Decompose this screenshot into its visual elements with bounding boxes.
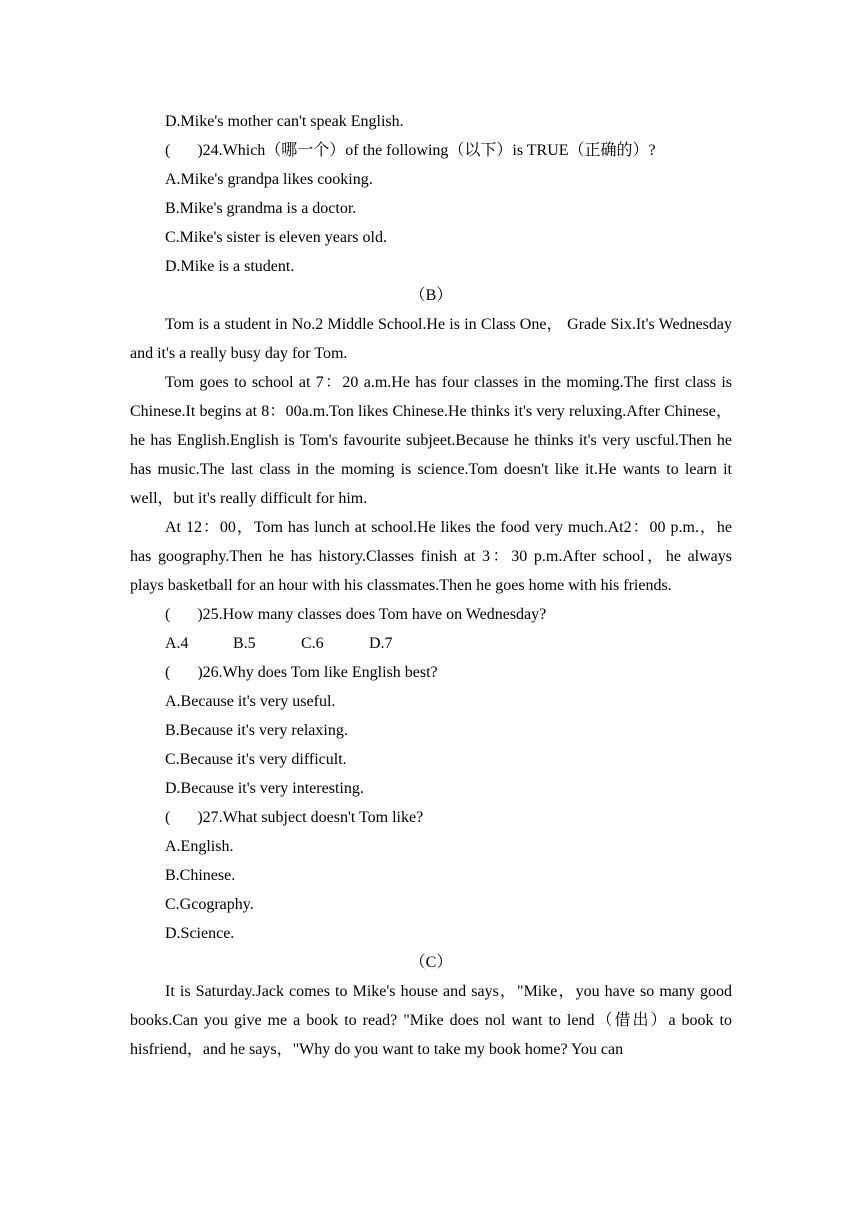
q25-option-b: B.5 [233,635,256,652]
q26-option-d: D.Because it's very interesting. [165,780,364,797]
q24-option-a: A.Mike's grandpa likes cooking. [165,171,373,188]
q27-option-a: A.English. [165,838,234,855]
q25-question: )25.How many classes does Tom have on Wednesday? [197,606,547,623]
q25-option-c: C.6 [301,635,324,652]
q27-paren: ( [165,809,171,826]
q23-option-d: D.Mike's mother can't speak English. [165,113,404,130]
q25-option-a: A.4 [165,635,189,652]
q24-option-c: C.Mike's sister is eleven years old. [165,229,387,246]
q25-stem [130,600,732,629]
q26-option-a: A.Because it's very useful. [165,693,336,710]
section-b-paragraph-2: Tom goes to school at 7：20 a.m.He has four classes in the moming.The first class is Chinese.It begins at 8：00a.m.Ton likes Chinese.He thinks it's very reluxing.After Chinese，he has English.English is Tom's favourite subjeet.Because he thinks it's very uscful.Then he has music.The last class in the moming is science.Tom doesn't like it.He wants to learn it well，but it's really difficult for him. [130,374,732,507]
section-b-paragraph-1: Tom is a student in No.2 Middle School.He is in Class One， Grade Six.It's Wednesday and it's a really busy day for Tom. [130,316,732,362]
q26-question: )26.Why does Tom like English best? [197,664,438,681]
q25-option-d: D.7 [369,635,393,652]
document-page [130,107,732,1064]
q27-option-c: C.Gcography. [165,896,254,913]
section-c-heading: （C） [409,954,453,971]
q27-option-d: D.Science. [165,925,235,942]
section-b-paragraph-3: At 12：00，Tom has lunch at school.He likes the food very much.At2：00 p.m.，he has goography.Then he has history.Classes finish at 3：30 p.m.After school，he always plays basketball for an hour with his classmates.Then he goes home with his friends. [130,519,732,594]
q25-options [130,629,732,658]
q27-stem [130,803,732,832]
q26-option-b: B.Because it's very relaxing. [165,722,348,739]
q24-option-d: D.Mike is a student. [165,258,295,275]
q24-paren: ( [165,142,171,159]
q26-paren: ( [165,664,171,681]
section-b-heading: （B） [409,287,453,304]
q26-option-c: C.Because it's very difficult. [165,751,347,768]
q24-question: )24.Which（哪一个）of the following（以下）is TRUE（正确的）? [197,142,656,159]
q24-stem [130,136,732,165]
q27-question: )27.What subject doesn't Tom like? [197,809,424,826]
q26-stem [130,658,732,687]
q25-paren: ( [165,606,171,623]
section-c-paragraph-1: It is Saturday.Jack comes to Mike's house and says，"Mike，you have so many good books.Can you give me a book to read? "Mike does nol want to lend（借出）a book to hisfriend，and he says，"Why do you want to take my book home? You can [130,983,732,1058]
q24-option-b: B.Mike's grandma is a doctor. [165,200,357,217]
q27-option-b: B.Chinese. [165,867,236,884]
